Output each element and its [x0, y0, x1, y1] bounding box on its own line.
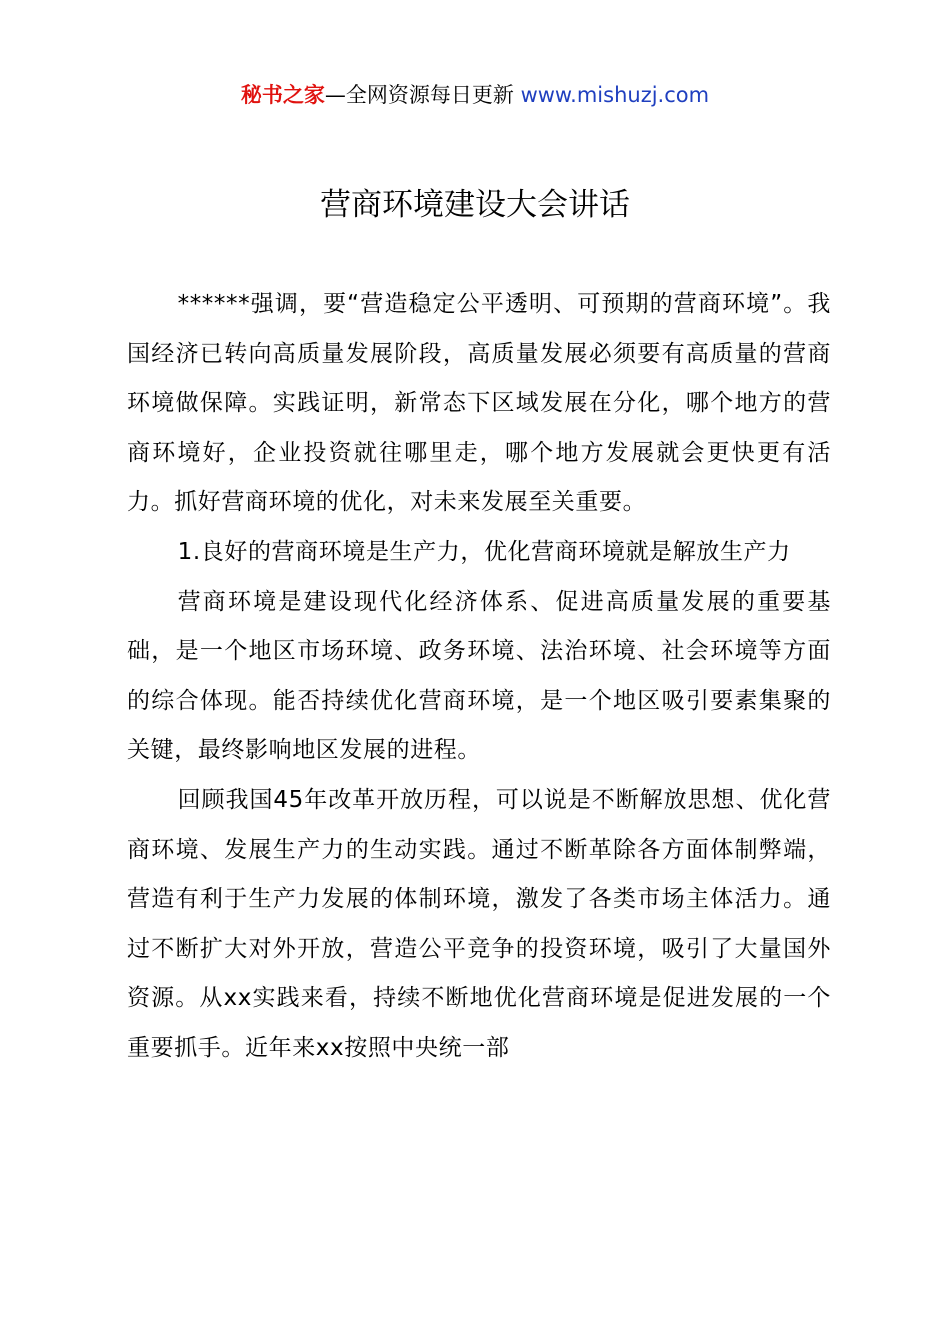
site-url-link[interactable]: www.mishuzj.com: [520, 83, 710, 107]
paragraph-review: 回顾我国45年改革开放历程，可以说是不断解放思想、优化营商环境、发展生产力的生动实践。通过不断革除各方面体制弊端，营造有利于生产力发展的体制环境，激发了各类市场主体活力。通过不断扩大对外开放，营造公平竞争的投资环境，吸引了大量国外资源。从xx实践来看，持续不断地优化营商环境是促进发展的一个重要抓手。近年来xx按照中央统一部: [127, 786, 831, 1061]
paragraph-intro: ******强调，要“营造稳定公平透明、可预期的营商环境”。我国经济已转向高质量发展阶段，高质量发展必须要有高质量的营商环境做保障。实践证明，新常态下区域发展在分化，哪个地方的营商环境好，企业投资就往哪里走，哪个地方发展就会更快更有活力。抓好营商环境的优化，对未来发展至关重要。: [127, 291, 831, 516]
section-heading-1: 1.良好的营商环境是生产力，优化营商环境就是解放生产力: [177, 538, 791, 565]
site-tagline: —全网资源每日更新: [324, 83, 521, 107]
paragraph-foundation: 营商环境是建设现代化经济体系、促进高质量发展的重要基础，是一个地区市场环境、政务环境、法治环境、社会环境等方面的综合体现。能否持续优化营商环境，是一个地区吸引要素集聚的关键，最终影响地区发展的进程。: [127, 588, 831, 764]
document-body: [127, 280, 831, 1074]
document-title: 营商环境建设大会讲话: [320, 187, 630, 223]
site-brand: 秘书之家: [240, 83, 325, 107]
site-header: [0, 78, 950, 112]
